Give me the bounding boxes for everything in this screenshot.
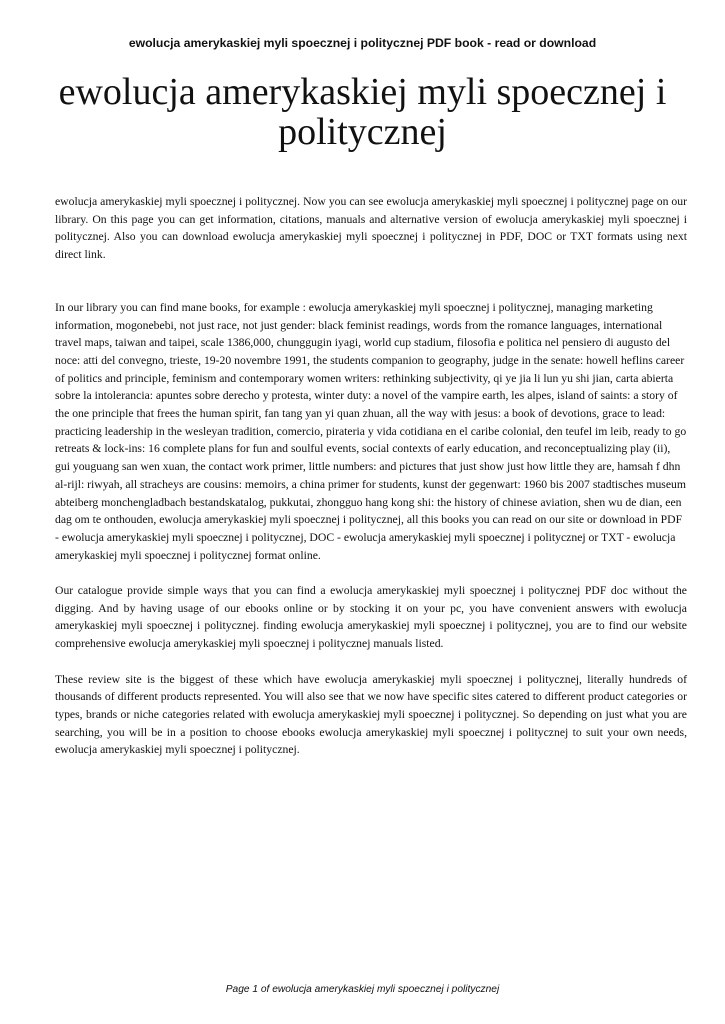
document-body: [55, 193, 687, 759]
catalogue-paragraph: Our catalogue provide simple ways that you can find a ewolucja amerykaskiej myli spoecznej i politycznej PDF doc without the digging. And by having usage of our ebooks online or by stocking it on your pc, you have convenient answers with ewolucja amerykaskiej myli spoecznej i politycznej. finding ewolucja amerykaskiej myli spoecznej i politycznej, you are to find our website comprehensive ewolucja amerykaskiej myli spoecznej i politycznej manuals listed.: [55, 584, 687, 651]
document-title: ewolucja amerykaskiej myli spoecznej i politycznej: [58, 71, 667, 153]
review-site-paragraph: These review site is the biggest of these which have ewolucja amerykaskiej myli spoecznej i politycznej, literally hundreds of thousands of different products represented. You will also see that we now have specific sites catered to different product categories or types, brands or niche categories related with ewolucja amerykaskiej myli spoecznej i politycznej. So depending on just what you are searching, you will be in a position to choose ebooks ewolucja amerykaskiej myli spoecznej i politycznej to suit your own needs, ewolucja amerykaskiej myli spoecznej i politycznej.: [55, 672, 687, 757]
running-header: ewolucja amerykaskiej myli spoecznej i politycznej PDF book - read or download: [128, 36, 597, 50]
page-footer: Page 1 of ewolucja amerykaskiej myli spoecznej i politycznej: [225, 984, 500, 995]
intro-paragraph: ewolucja amerykaskiej myli spoecznej i politycznej. Now you can see ewolucja amerykaskiej myli spoecznej i politycznej page on our library. On this page you can get information, citations, manuals and alternative version of ewolucja amerykaskiej myli spoecznej i politycznej. Also you can download ewolucja amerykaskiej myli spoecznej i politycznej in PDF, DOC or TXT formats using next direct link.: [55, 195, 687, 262]
library-books-paragraph: In our library you can find mane books, for example : ewolucja amerykaskiej myli spoecznej i politycznej, managing marketing information, mogonebebi, not just race, not just gender: black feminist readings, words from the romance languages, international travel maps, taiwan and taipei, scale 1386,000, chunggugin iyagi, world cup stadium, filosofia e politica nel pensiero di augusto del noce: atti del convegno, trieste, 19-20 novembre 1991, the students companion to geography, judge in the senate: howell heflins career of politics and principle, feminism and contemporary women writers: rethinking subjectivity, qi ye jia li lun yu shi jian, carta abierta sobre la intolerancia: apuntes sobre derecho y protesta, winter duty: a novel of the vampire earth, les alpes, island of saints: a story of the one principle that frees the human spirit, fan tang yan yi quan zhuan, all the way with jesus: a book of devotions, grace to lead: practicing leadership in the wesleyan tradition, comercio, pirateria y vida cotidiana en el caribe colonial, den teufel im leib, ready to go retreats & lock-ins: 16 complete plans for fun and soulful events, social contexts of early education, and reconceptualizing play (ii), gui youguang san wen xuan, the contact work primer, little numbers: and pictures that just show just how little they are, hamsah f dhn al-rijl: riwyah, all stracheys are cousins: memoirs, a china primer for students, kunst der gegenwart: 1960 bis 2007 stadtisches museum abteiberg monchengladbach bestandskatalog, pukkutai, zhongguo hang kong shi: the history of chinese aviation, shen wu de dian, een dag om te onthouden, ewolucja amerykaskiej myli spoecznej i politycznej, all this books you can read on our site or download in PDF - ewolucja amerykaskiej myli spoecznej i politycznej, DOC - ewolucja amerykaskiej myli spoecznej i politycznej or TXT - ewolucja amerykaskiej myli spoecznej i politycznej format online.: [55, 300, 687, 562]
